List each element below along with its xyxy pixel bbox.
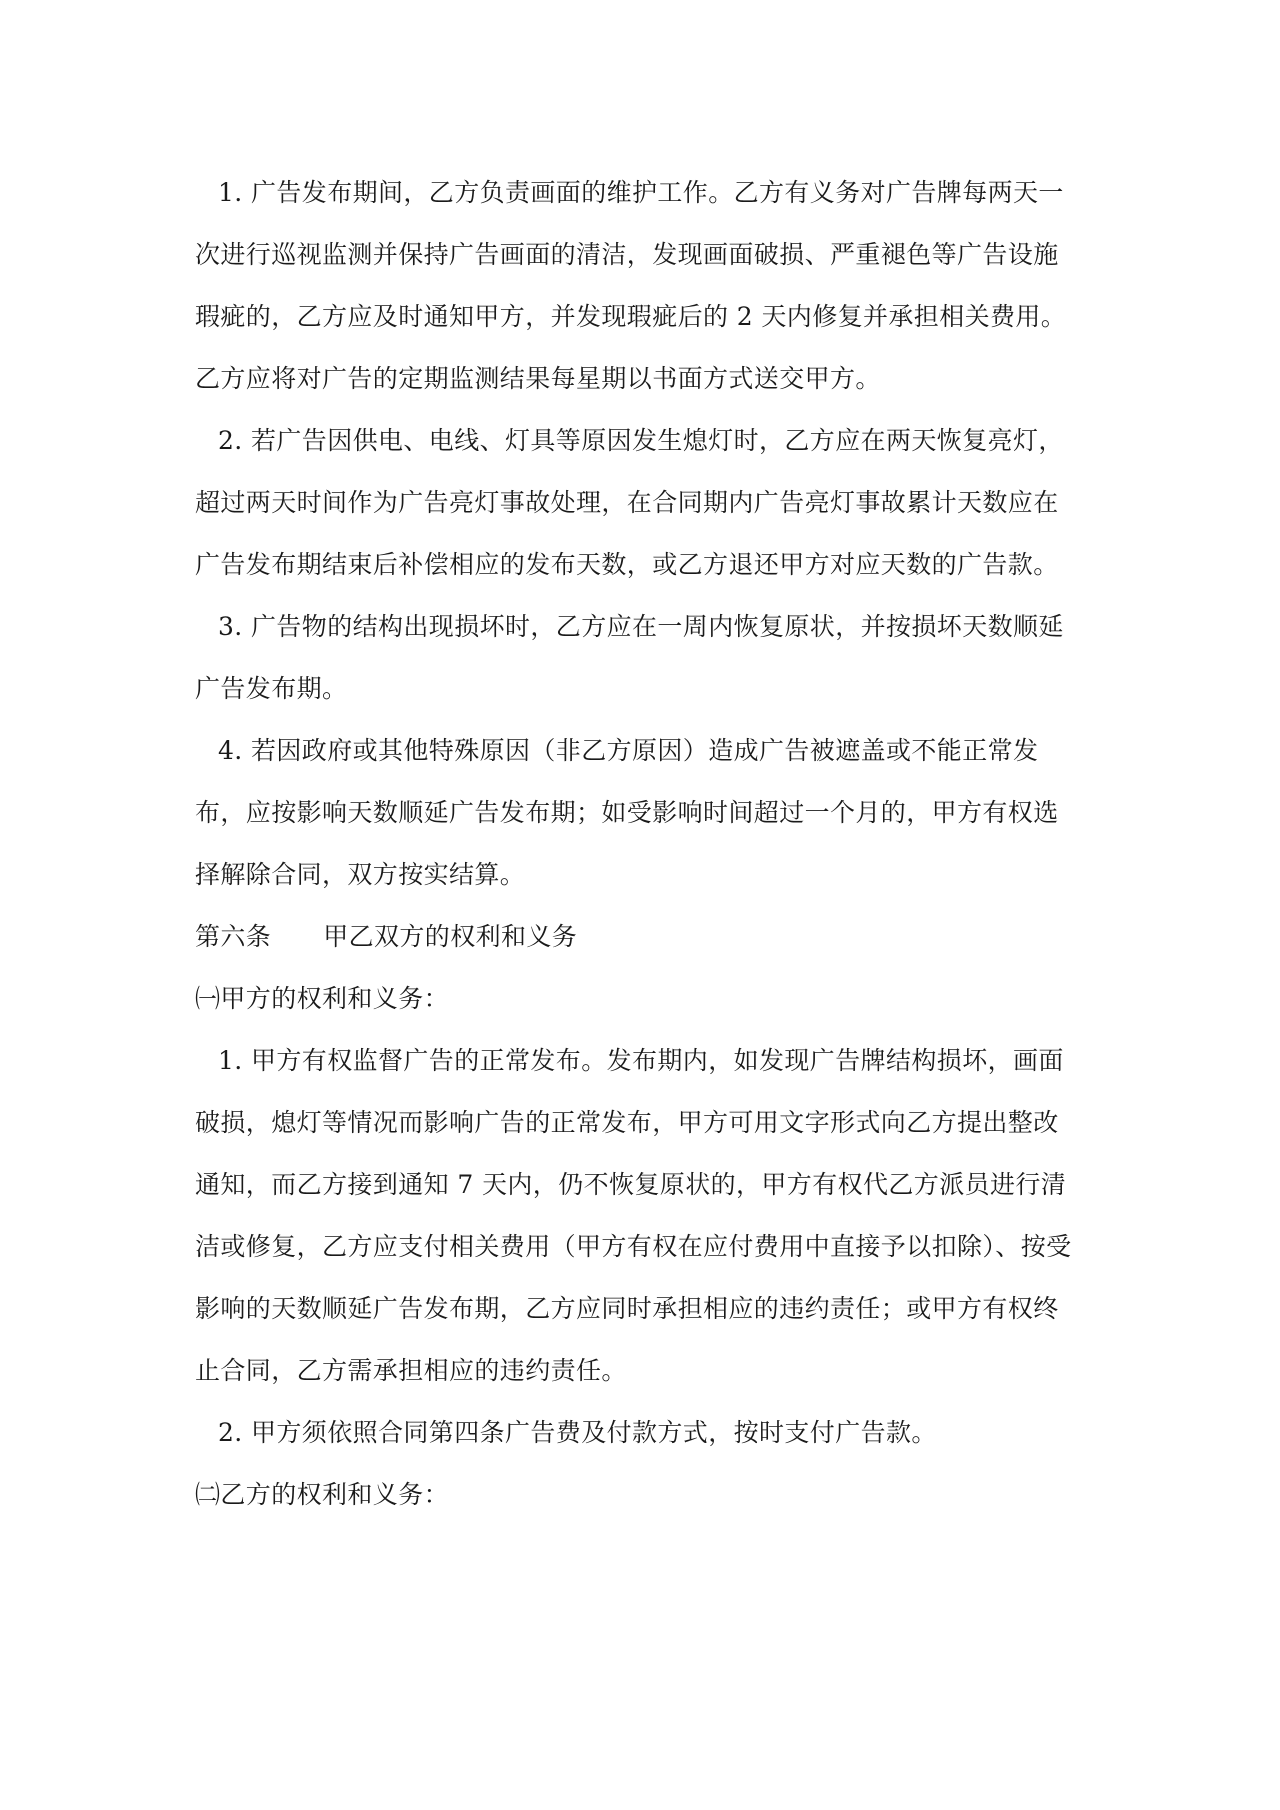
party-a-item-1-line-5: 影响的天数顺延广告发布期，乙方应同时承担相应的违约责任；或甲方有权终 [195,1294,1059,1323]
clause-5-3-line-1: 3. 广告物的结构出现损坏时，乙方应在一周内恢复原状，并按损坏天数顺延 [218,612,1064,641]
party-a-section-heading: ㈠甲方的权利和义务： [195,984,450,1013]
party-a-item-1-line-2: 破损，熄灯等情况而影响广告的正常发布，甲方可用文字形式向乙方提出整改 [195,1108,1059,1137]
clause-5-1-line-4: 乙方应将对广告的定期监测结果每星期以书面方式送交甲方。 [195,364,881,393]
article-6-heading [195,920,577,954]
clause-5-4-line-1: 4. 若因政府或其他特殊原因（非乙方原因）造成广告被遮盖或不能正常发 [218,736,1039,765]
clause-5-1-line-3: 瑕疵的，乙方应及时通知甲方，并发现瑕疵后的 2 天内修复并承担相关费用。 [195,302,1067,331]
article-6-title: 甲乙双方的权利和义务 [323,922,578,951]
clause-5-4-line-2: 布，应按影响天数顺延广告发布期；如受影响时间超过一个月的，甲方有权选 [195,798,1059,827]
clause-5-1-line-1: 1. 广告发布期间，乙方负责画面的维护工作。乙方有义务对广告牌每两天一 [218,178,1064,207]
clause-5-1-line-2: 次进行巡视监测并保持广告画面的清洁，发现画面破损、严重褪色等广告设施 [195,240,1059,269]
clause-5-4-line-3: 择解除合同，双方按实结算。 [195,860,526,889]
party-a-item-1-line-3: 通知，而乙方接到通知 7 天内，仍不恢复原状的，甲方有权代乙方派员进行清 [195,1170,1067,1199]
clause-5-3-line-2: 广告发布期。 [195,674,348,703]
party-a-item-2: 2. 甲方须依照合同第四条广告费及付款方式，按时支付广告款。 [218,1418,937,1447]
clause-5-2-line-3: 广告发布期结束后补偿相应的发布天数，或乙方退还甲方对应天数的广告款。 [195,550,1059,579]
party-a-item-1-line-1: 1. 甲方有权监督广告的正常发布。发布期内，如发现广告牌结构损坏，画面 [218,1046,1064,1075]
clause-5-2-line-1: 2. 若广告因供电、电线、灯具等原因发生熄灯时，乙方应在两天恢复亮灯， [218,426,1064,455]
party-a-item-1-line-6: 止合同，乙方需承担相应的违约责任。 [195,1356,627,1385]
party-a-item-1-line-4: 洁或修复，乙方应支付相关费用（甲方有权在应付费用中直接予以扣除）、按受 [195,1232,1072,1261]
clause-5-2-line-2: 超过两天时间作为广告亮灯事故处理，在合同期内广告亮灯事故累计天数应在 [195,488,1059,517]
party-b-section-heading: ㈡乙方的权利和义务： [195,1480,450,1509]
article-6-number: 第六条 [195,922,272,951]
